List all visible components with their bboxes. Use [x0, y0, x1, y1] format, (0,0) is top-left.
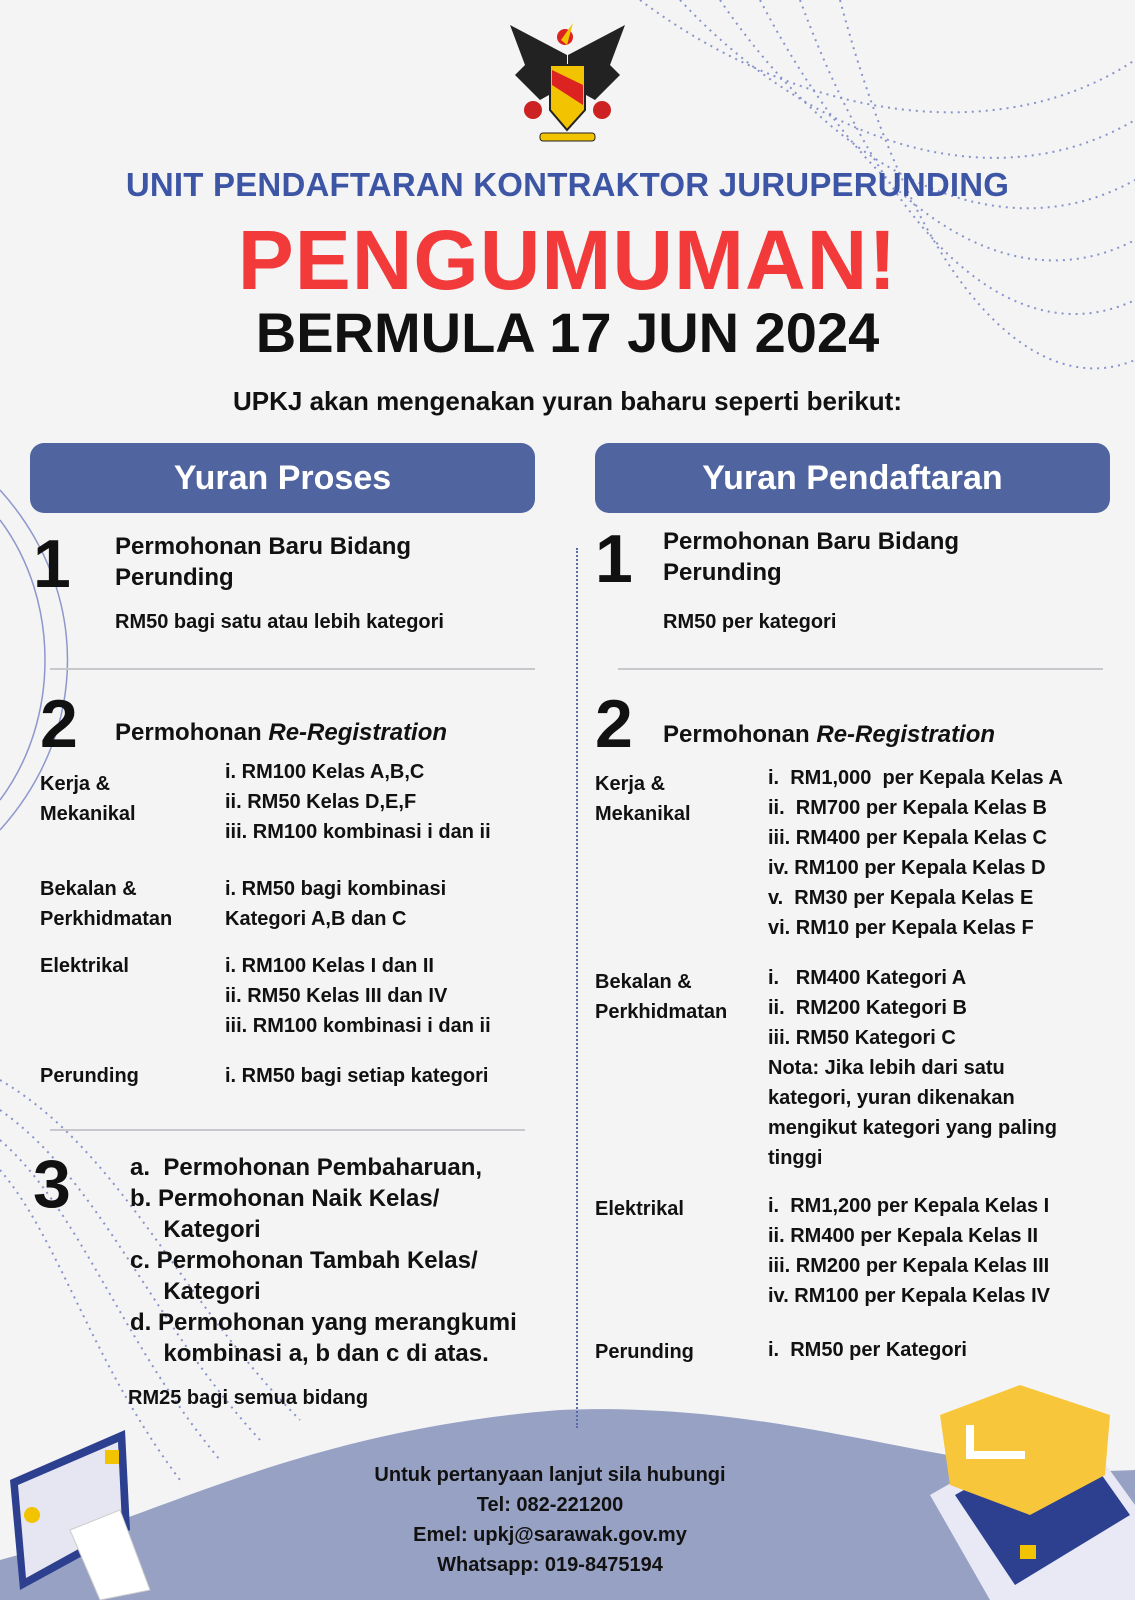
fee-item: mengikut kategori yang paling: [768, 1117, 1057, 1139]
fee-item: i. RM100 Kelas A,B,C: [225, 761, 425, 783]
fee-item: i. RM50 per Kategori: [768, 1339, 967, 1361]
intro-text: UPKJ akan mengenakan yuran baharu seperti berikut:: [233, 386, 902, 416]
fee-item: iii. RM50 Kategori C: [768, 1027, 956, 1049]
application-types-list: [130, 1152, 517, 1369]
fee-item: i. RM1,000 per Kepala Kelas A: [768, 767, 1063, 789]
section-fee: RM25 bagi semua bidang: [128, 1387, 369, 1409]
fee-item: i. RM400 Kategori A: [768, 967, 967, 989]
sarawak-crest-logo: [505, 15, 630, 155]
fee-item: ii. RM400 per Kepala Kelas II: [768, 1225, 1039, 1247]
fee-list: [768, 1335, 967, 1365]
fee-item: iii. RM400 per Kepala Kelas C: [768, 827, 1048, 849]
section-title: Permohonan Baru Bidang Perunding: [663, 528, 960, 586]
section-number: 2: [595, 686, 633, 762]
fee-list: [225, 757, 491, 847]
fee-item: i. RM100 Kelas I dan II: [225, 955, 434, 977]
fee-item: kategori, yuran dikenakan: [768, 1087, 1015, 1109]
fee-list: [225, 1061, 488, 1091]
divider: [618, 668, 1103, 670]
list-item: Kategori: [130, 1278, 261, 1305]
list-item: c. Permohonan Tambah Kelas/: [130, 1247, 478, 1274]
contact-phone: Tel: 082-221200: [476, 1494, 624, 1516]
phone-shield-illustration: [930, 1385, 1135, 1600]
fee-item: iii. RM100 kombinasi i dan ii: [225, 1015, 491, 1037]
fee-list: [768, 763, 1063, 943]
fee-item: i. RM1,200 per Kepala Kelas I: [768, 1195, 1050, 1217]
divider: [50, 668, 535, 670]
fee-item: vi. RM10 per Kepala Kelas F: [768, 917, 1034, 939]
section-title: Permohonan Re-Registration: [663, 721, 996, 748]
category-label: Kerja & Mekanikal: [595, 773, 691, 825]
category-label: Kerja & Mekanikal: [40, 773, 136, 825]
fee-item: Kategori A,B dan C: [225, 908, 407, 930]
contact-info: [250, 1460, 850, 1580]
category-label: Bekalan & Perkhidmatan: [595, 971, 728, 1023]
effective-date: BERMULA 17 JUN 2024: [255, 301, 880, 364]
section-number: 3: [33, 1146, 71, 1222]
fee-item: Nota: Jika lebih dari satu: [768, 1057, 1005, 1079]
list-item: kombinasi a, b dan c di atas.: [130, 1340, 489, 1367]
fee-item: iii. RM200 per Kepala Kelas III: [768, 1255, 1050, 1277]
section-fee: RM50 per kategori: [663, 611, 837, 633]
column-divider: [576, 548, 578, 1428]
list-item: b. Permohonan Naik Kelas/: [130, 1185, 440, 1212]
fee-item: ii. RM50 Kelas D,E,F: [225, 791, 417, 813]
fee-item: v. RM30 per Kepala Kelas E: [768, 887, 1034, 909]
section-number: 2: [40, 686, 78, 762]
contact-email[interactable]: Emel: upkj@sarawak.gov.my: [413, 1524, 687, 1546]
heading-yuran-proses: Yuran Proses: [30, 443, 535, 513]
fee-item: i. RM50 bagi kombinasi: [225, 878, 447, 900]
list-item: Kategori: [130, 1216, 261, 1243]
fee-list: [225, 874, 446, 934]
fee-item: ii. RM700 per Kepala Kelas B: [768, 797, 1048, 819]
category-label: Perunding: [595, 1341, 694, 1363]
list-item: a. Permohonan Pembaharuan,: [130, 1154, 483, 1181]
fee-item: iii. RM100 kombinasi i dan ii: [225, 821, 491, 843]
fee-item: ii. RM50 Kelas III dan IV: [225, 985, 448, 1007]
credit-card-terminal-illustration: [0, 1420, 170, 1600]
fee-item: i. RM50 bagi setiap kategori: [225, 1065, 489, 1087]
category-label: Elektrikal: [40, 955, 129, 977]
section-title: Permohonan Baru Bidang Perunding: [115, 533, 412, 591]
category-label: Elektrikal: [595, 1198, 684, 1220]
organization-name: UNIT PENDAFTARAN KONTRAKTOR JURUPERUNDING: [125, 166, 1010, 203]
fee-item: iv. RM100 per Kepala Kelas IV: [768, 1285, 1050, 1307]
category-label: Perunding: [40, 1065, 139, 1087]
fee-list: [768, 963, 1057, 1173]
list-item: d. Permohonan yang merangkumi: [130, 1309, 517, 1336]
section-title: Permohonan Re-Registration: [115, 719, 448, 746]
fee-item: tinggi: [768, 1147, 823, 1169]
announcement-title: PENGUMUMAN!: [237, 213, 898, 307]
section-fee: RM50 bagi satu atau lebih kategori: [115, 611, 444, 633]
category-label: Bekalan & Perkhidmatan: [40, 878, 173, 930]
contact-whatsapp[interactable]: Whatsapp: 019-8475194: [437, 1554, 663, 1576]
section-number: 1: [595, 521, 633, 597]
fee-item: iv. RM100 per Kepala Kelas D: [768, 857, 1046, 879]
section-number: 1: [33, 526, 71, 602]
heading-yuran-pendaftaran: Yuran Pendaftaran: [595, 443, 1110, 513]
contact-intro: Untuk pertanyaan lanjut sila hubungi: [374, 1464, 726, 1486]
fee-list: [768, 1191, 1050, 1311]
fee-item: ii. RM200 Kategori B: [768, 997, 967, 1019]
divider: [50, 1129, 525, 1131]
fee-list: [225, 951, 491, 1041]
